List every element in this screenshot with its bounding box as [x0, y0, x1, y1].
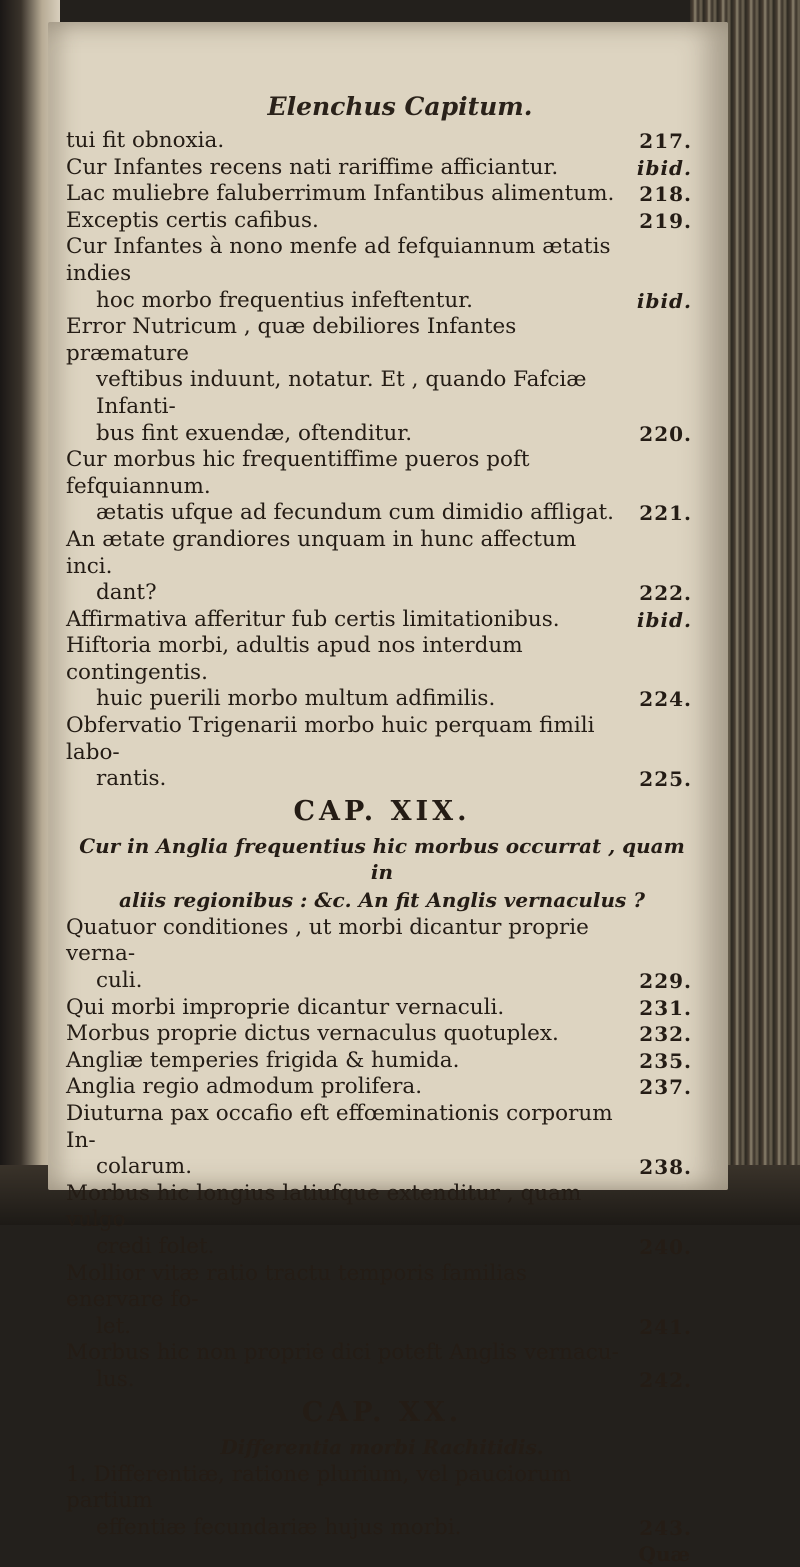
entry-line: Diuturna pax occafio eft effœminationis corporum In-	[66, 1101, 613, 1153]
toc-entry	[66, 607, 698, 634]
entry-text	[66, 1340, 698, 1393]
entry-line: Lac muliebre faluberrimum Infantibus alimentum.	[66, 181, 615, 207]
chapter-title-line: Differentia morbi Rachitidis.	[220, 1434, 544, 1459]
toc-entry	[66, 155, 698, 182]
table-of-contents	[66, 128, 698, 1567]
entry-line: Angliæ temperies frigida & humida.	[66, 1047, 460, 1073]
toc-entry	[66, 1462, 698, 1542]
toc-entry	[66, 1074, 698, 1101]
page-reference: 229.	[639, 969, 692, 994]
entry-line: colarum.	[96, 1154, 193, 1180]
entry-line: rantis.	[96, 766, 167, 792]
entry-line: Cur Infantes à nono menfe ad fefquiannum ætatis indies	[66, 234, 611, 286]
entry-line: Morbus hic longius latiufque extenditur , quam vulgo	[66, 1180, 582, 1233]
page-reference: 219.	[639, 208, 692, 233]
entry-text	[66, 208, 698, 235]
toc-entry	[66, 633, 698, 713]
entry-text	[66, 1462, 698, 1542]
entry-line: ætatis ufque ad fecundum cum dimidio affligat.	[96, 500, 615, 526]
entry-line: Cur morbus hic frequentiffime pueros poft fefquiannum.	[66, 447, 530, 499]
page-reference: 224.	[639, 687, 692, 712]
entry-line: effentiæ fecundariæ hujus morbi.	[96, 1514, 462, 1540]
running-head: Elenchus Capitum.	[267, 92, 533, 121]
entry-text	[66, 1048, 698, 1075]
entries-block-3	[66, 1462, 698, 1542]
entry-line: huic puerili morbo multum adfimilis.	[96, 686, 496, 712]
entry-line: veftibus induunt, notatur. Et , quando Fafciæ Infanti-	[96, 367, 587, 419]
chapter-19-heading: CAP. XIX.	[293, 795, 471, 827]
entry-text	[66, 607, 698, 634]
toc-entry	[66, 915, 698, 995]
entry-line: bus fint exuendæ, oftenditur.	[96, 420, 413, 446]
page-reference: ibid.	[636, 607, 692, 632]
page-reference: ibid.	[636, 155, 692, 180]
entry-text	[66, 1181, 698, 1261]
toc-entry	[66, 314, 698, 447]
chapter-20-heading: CAP. XX.	[301, 1396, 463, 1428]
toc-entry	[66, 1261, 698, 1341]
entry-line: credi folet.	[96, 1233, 215, 1259]
entry-text	[66, 995, 698, 1022]
toc-entry	[66, 995, 698, 1022]
entry-line: Qui morbi improprie dicantur vernaculi.	[66, 994, 505, 1020]
entry-line: Anglia regio admodum prolifera.	[66, 1074, 423, 1100]
entry-text	[66, 181, 698, 208]
entry-text	[66, 527, 698, 607]
entry-text	[66, 633, 698, 713]
chapter-title-line: Cur in Anglia frequentius hic morbus occurrat , quam in	[79, 833, 685, 884]
chapter-20-title	[66, 1434, 698, 1460]
page-reference: 240.	[639, 1234, 692, 1259]
entry-text	[66, 1021, 698, 1048]
entries-block-2	[66, 915, 698, 1394]
entry-line: culi.	[96, 968, 143, 994]
entry-line: lus.	[96, 1366, 135, 1392]
entry-line: Error Nutricum , quæ debiliores Infantes præmature	[66, 314, 517, 366]
page-reference: 235.	[639, 1048, 692, 1073]
entry-text	[66, 713, 698, 793]
entry-text	[66, 915, 698, 995]
toc-entry	[66, 1340, 698, 1393]
toc-entry	[66, 713, 698, 793]
catchword: Quæ	[638, 1542, 690, 1567]
entry-line: tui fit obnoxia.	[66, 128, 225, 153]
toc-entry	[66, 447, 698, 527]
entry-line: 1. Differentiæ, ratione plurium, vel pauciorum partium	[66, 1461, 572, 1514]
entry-text	[66, 314, 698, 447]
entry-line: dant?	[96, 580, 157, 606]
entries-block-1	[66, 128, 698, 793]
page-reference: 225.	[639, 767, 692, 792]
entry-line: Exceptis certis cafibus.	[66, 207, 319, 233]
page-reference: 218.	[639, 182, 692, 207]
toc-entry	[66, 1181, 698, 1261]
entry-line: Mollior vitæ ratio tractu temporis familias enervare fo-	[66, 1260, 527, 1313]
entry-line: Affirmativa afferitur fub certis limitationibus.	[66, 606, 560, 632]
toc-entry	[66, 1021, 698, 1048]
toc-entry	[66, 128, 698, 155]
toc-entry	[66, 234, 698, 314]
toc-entry	[66, 1048, 698, 1075]
chapter-19-title	[66, 833, 698, 913]
entry-text	[66, 1074, 698, 1101]
entry-line: Hiftoria morbi, adultis apud nos interdum contingentis.	[66, 633, 523, 685]
entry-line: An ætate grandiores unquam in hunc affectum inci.	[66, 526, 577, 579]
entry-text	[66, 128, 698, 155]
entry-line: Quatuor conditiones , ut morbi dicantur proprie verna-	[66, 914, 589, 967]
entry-line: hoc morbo frequentius infeftentur.	[96, 287, 473, 313]
page-reference: 237.	[639, 1075, 692, 1100]
page-reference: 222.	[639, 581, 692, 606]
page-reference: 238.	[639, 1155, 692, 1180]
page-reference: 242.	[639, 1367, 692, 1392]
page-reference: 221.	[639, 501, 692, 526]
entry-line: Morbus hic non proprie dici poteft Anglis vernacu-	[66, 1340, 619, 1366]
entry-line: Obfervatio Trigenarii morbo huic perquam fimili labo-	[66, 713, 595, 765]
page-reference: 241.	[639, 1314, 692, 1339]
page-reference: 217.	[639, 129, 692, 153]
chapter-title-line: aliis regionibus : &c. An fit Anglis vernaculus ?	[119, 887, 645, 912]
page-reference: 231.	[639, 995, 692, 1020]
page-reference: 232.	[639, 1022, 692, 1047]
page-reference: 220.	[639, 421, 692, 446]
toc-entry	[66, 208, 698, 235]
entry-text	[66, 1101, 698, 1181]
toc-entry	[66, 181, 698, 208]
page-reference: 243.	[639, 1515, 692, 1540]
entry-line: Cur Infantes recens nati rariffime afficiantur.	[66, 154, 559, 180]
entry-line: Morbus proprie dictus vernaculus quotuplex.	[66, 1021, 559, 1047]
entry-text	[66, 234, 698, 314]
entry-line: let.	[96, 1313, 132, 1339]
toc-entry	[66, 527, 698, 607]
page-reference: ibid.	[636, 288, 692, 313]
entry-text	[66, 1261, 698, 1341]
toc-entry	[66, 1101, 698, 1181]
entry-text	[66, 155, 698, 182]
entry-text	[66, 447, 698, 527]
